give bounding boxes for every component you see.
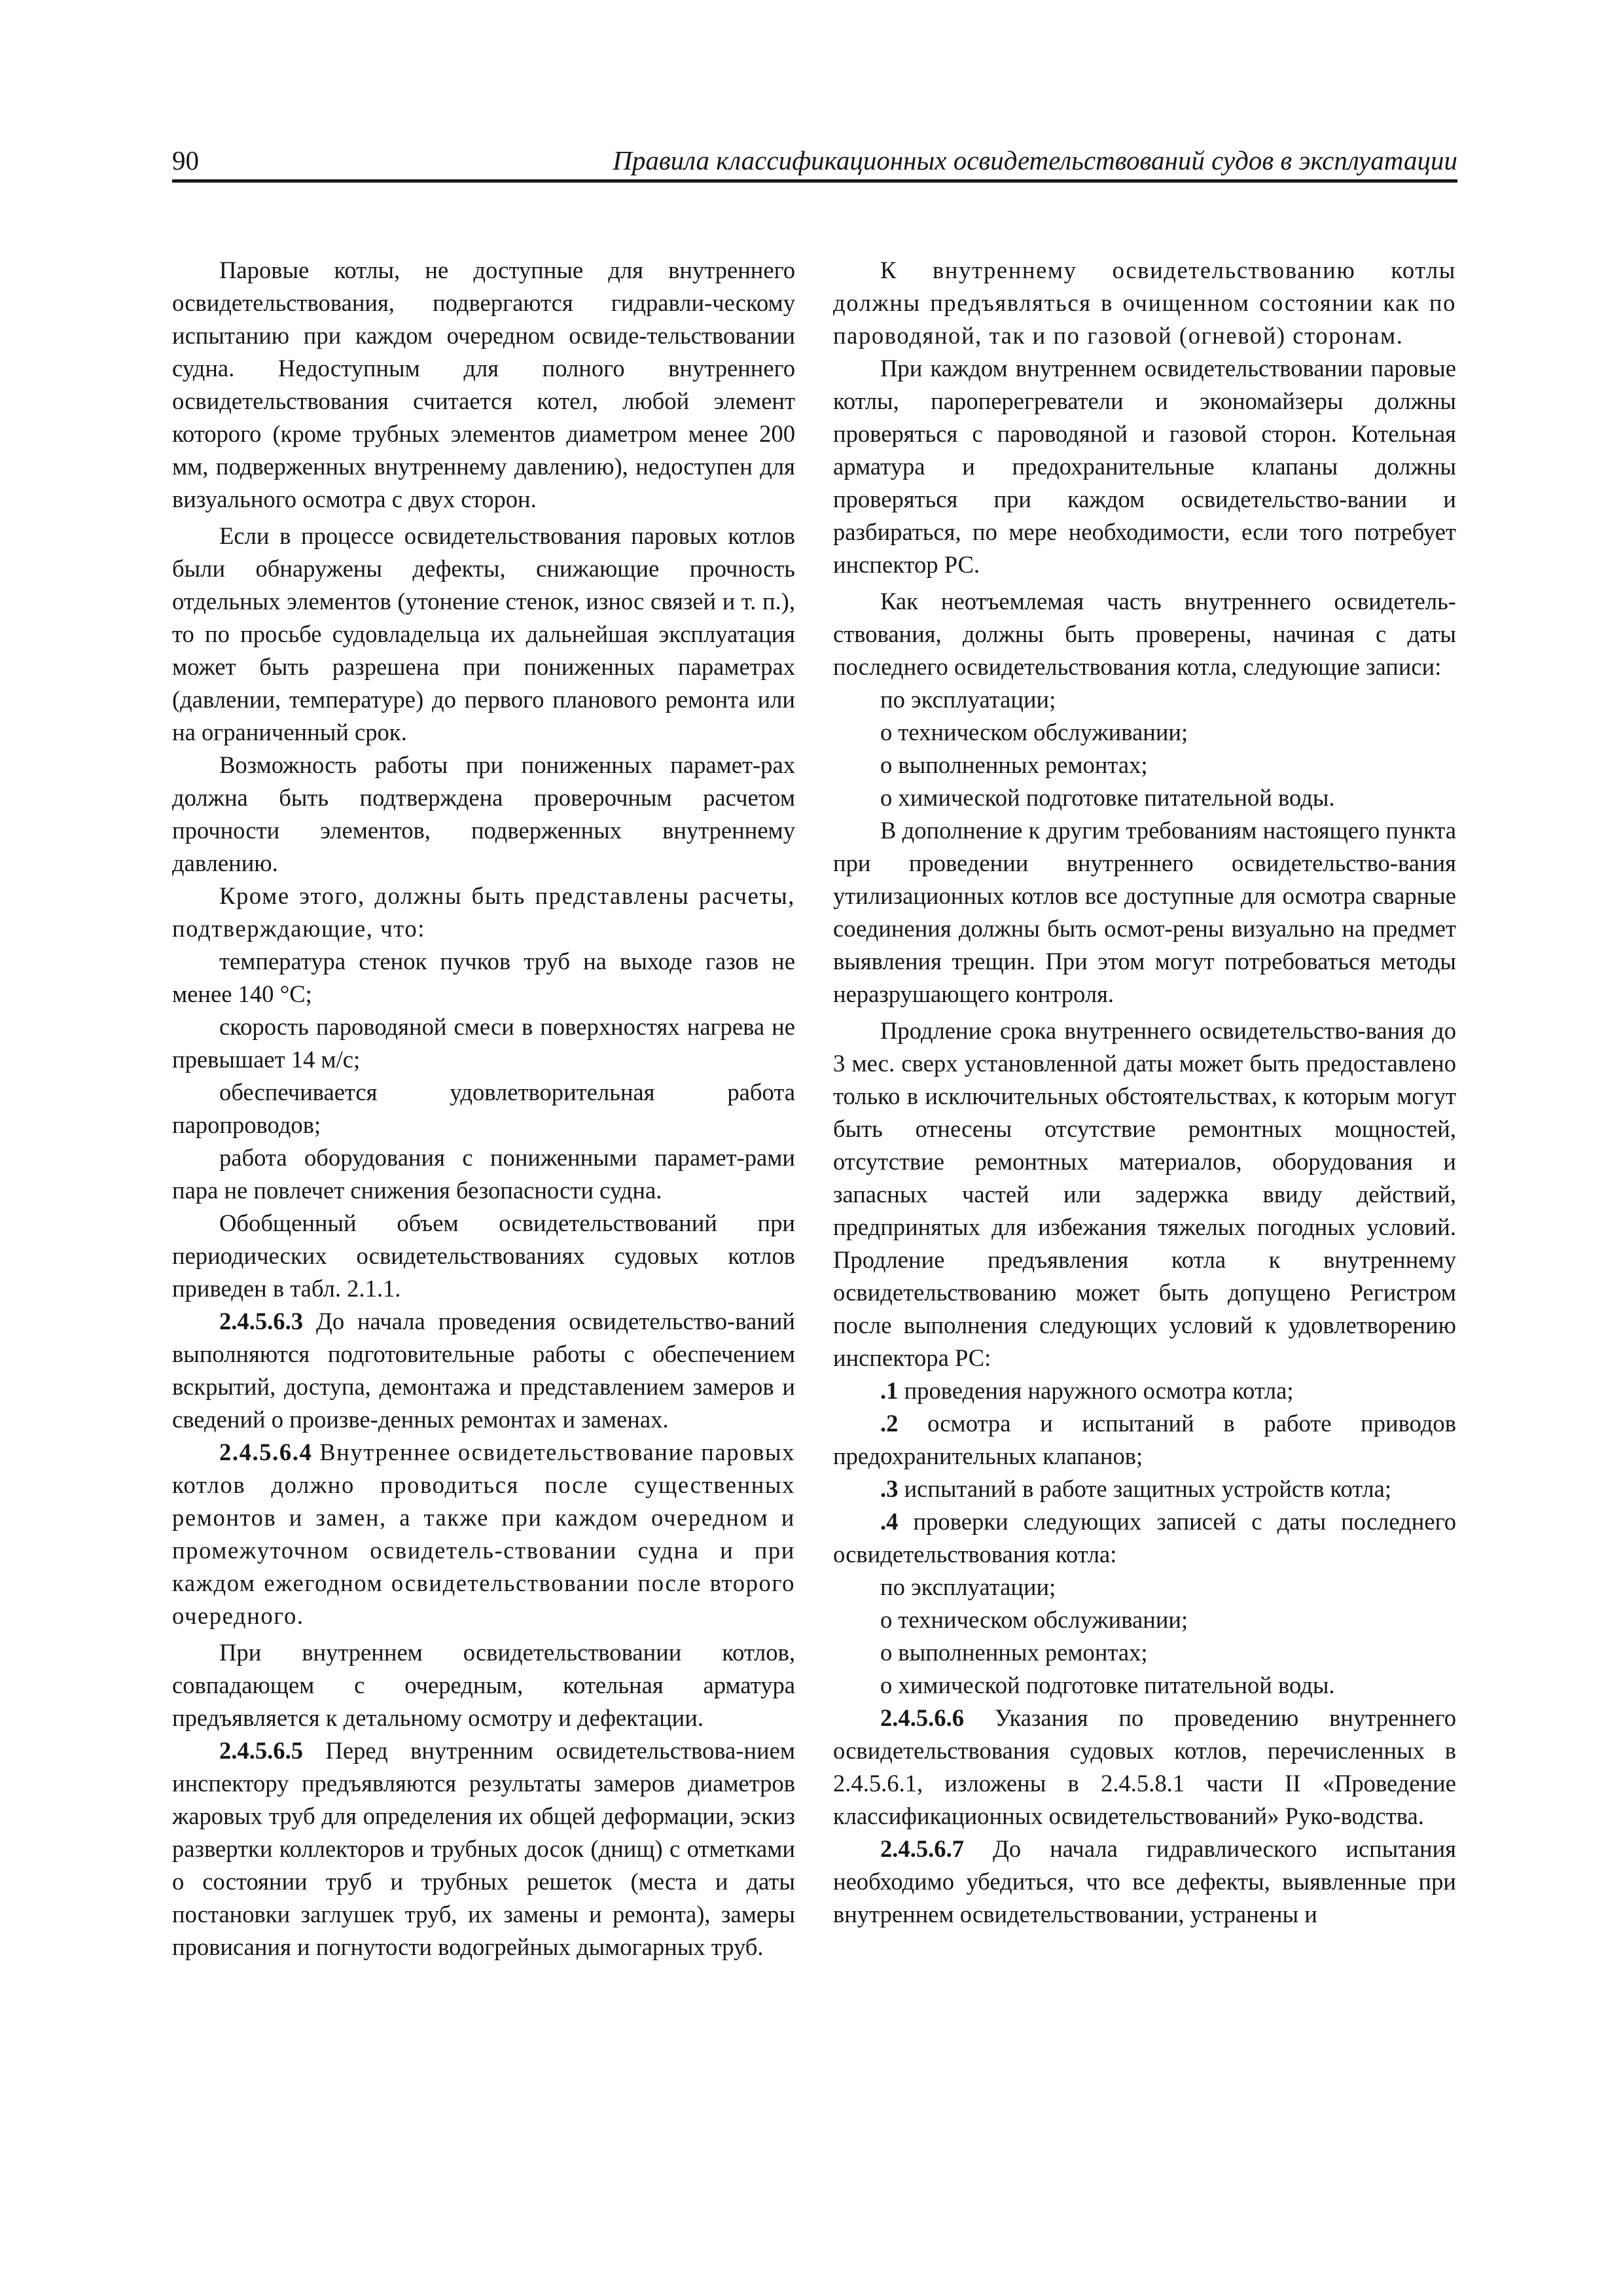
item-number: .3: [880, 1475, 899, 1502]
left-column: [172, 254, 795, 1964]
paragraph-2.4.5.6.5: 2.4.5.6.5 Перед внутренним освидетельствова-нием инспектору предъявляются результаты замеров диаметров жаровых труб для определения их общей деформации, эскиз развертки коллекторов и трубных досок (днищ) с отметками о состоянии труб и трубных решеток (места и даты постановки заглушек труб, их замены и ремонта), замеры провисания и погнутости водогрейных дымогарных труб.: [172, 1737, 795, 1960]
right-column: [833, 254, 1456, 1931]
paragraph-2.4.5.6.7: 2.4.5.6.7 До начала гидравлического испытания необходимо убедиться, что все дефекты, выявленные при внутреннем освидетельствовании, устранены и: [833, 1835, 1456, 1928]
item-number: .1: [880, 1377, 899, 1404]
list-item: работа оборудования с пониженными парамет-рами пара не повлечет снижения безопасности судна.: [172, 1144, 795, 1204]
list-item: .1 проведения наружного осмотра котла;: [880, 1377, 1294, 1404]
paragraph: Если в процессе освидетельствования паровых котлов были обнаружены дефекты, снижающие прочность отдельных элементов (утонение стенок, износ связей и т. п.), то по просьбе судовладельца их дальнейшая эксплуатация может быть разрешена при пониженных параметрах (давлении, температуре) до первого планового ремонта или на ограниченный срок.: [172, 522, 795, 745]
list-item: по эксплуатации;: [880, 686, 1056, 713]
list-item: .4 проверки следующих записей с даты последнего освидетельствования котла:: [833, 1508, 1456, 1568]
list-item: .2 осмотра и испытаний в работе приводов предохранительных клапанов;: [833, 1410, 1456, 1469]
list-item: температура стенок пучков труб на выходе газов не менее 140 °C;: [172, 948, 795, 1007]
page-header: [172, 137, 1457, 183]
paragraph: При внутреннем освидетельствовании котлов, совпадающем с очередным, котельная арматура предъявляется к детальному осмотру и дефектации.: [172, 1639, 795, 1731]
list-item: о химической подготовке питательной воды.: [880, 1672, 1335, 1698]
paragraph: Паровые котлы, не доступные для внутреннего освидетельствования, подвергаются гидравли-ческому испытанию при каждом очередном освиде-тельствовании судна. Недоступным для полного внутреннего освидетельствования считается котел, любой элемент которого (кроме трубных элементов диаметром менее 200 мм, подверженных внутреннему давлению), недоступен для визуального осмотра с двух сторон.: [172, 257, 795, 512]
page-number: 90: [172, 145, 199, 175]
list-item: о химической подготовке питательной воды.: [880, 784, 1335, 811]
list-item: по эксплуатации;: [880, 1573, 1056, 1600]
clause-number: 2.4.5.6.3: [219, 1308, 304, 1335]
paragraph: При каждом внутреннем освидетельствовании паровые котлы, пароперегреватели и экономайзеры должны проверяться с пароводяной и газовой сторон. Котельная арматура и предохранительные клапаны должны проверяться при каждом освидетельство-вании и разбираться, по мере необходимости, если того потребует инспектор РС.: [833, 355, 1456, 578]
paragraph-2.4.5.6.6: 2.4.5.6.6 Указания по проведению внутреннего освидетельствования судовых котлов, перечисленных в 2.4.5.6.1, изложены в 2.4.5.8.1 части II «Проведение классификационных освидетельствований» Руко-водства.: [833, 1704, 1456, 1829]
list-item: о техническом обслуживании;: [880, 719, 1188, 745]
list-item: о техническом обслуживании;: [880, 1606, 1188, 1633]
clause-number: 2.4.5.6.4: [219, 1439, 313, 1465]
list-item: обеспечивается удовлетворительная работа паропроводов;: [172, 1079, 795, 1138]
paragraph-2.4.5.6.3: 2.4.5.6.3 До начала проведения освидетельство-ваний выполняются подготовительные работы с обеспечением вскрытий, доступа, демонтажа и представлением замеров и сведений о произве-денных ремонтах и заменах.: [172, 1308, 795, 1433]
paragraph: Продление срока внутреннего освидетельство-вания до 3 мес. сверх установленной даты может быть предоставлено только в исключительных обстоятельствах, к которым могут быть отнесены отсутствие ремонтных мощностей, отсутствие ремонтных материалов, оборудования и запасных частей или задержка ввиду действий, предпринятых для избежания тяжелых погодных условий. Продление предъявления котла к внутреннему освидетельствованию может быть допущено Регистром после выполнения следующих условий к удовлетворению инспектора РС:: [833, 1017, 1456, 1371]
clause-number: 2.4.5.6.6: [880, 1704, 965, 1731]
list-item: о выполненных ремонтах;: [880, 751, 1148, 778]
paragraph: Обобщенный объем освидетельствований при периодических освидетельствованиях судовых котлов приведен в табл. 2.1.1.: [172, 1210, 795, 1302]
paragraph: Как неотъемлемая часть внутреннего освидетель-ствования, должны быть проверены, начиная с даты последнего освидетельствования котла, следующие записи:: [833, 588, 1456, 680]
running-title: Правила классификационных освидетельствований судов в эксплуатации: [613, 145, 1457, 175]
item-number: .2: [880, 1410, 899, 1437]
paragraph: Возможность работы при пониженных парамет-рах должна быть подтверждена проверочным расчетом прочности элементов, подверженных внутреннему давлению.: [172, 751, 795, 876]
list-item: о выполненных ремонтах;: [880, 1639, 1148, 1666]
paragraph-2.4.5.6.4: 2.4.5.6.4 Внутреннее освидетельствование паровых котлов должно проводиться после существенных ремонтов и замен, а также при каждом очередном и промежуточном освидетель-ствовании судна и при каждом ежегодном освидетельствовании после второго очередного.: [172, 1439, 795, 1629]
paragraph: Кроме этого, должны быть представлены расчеты, подтверждающие, что:: [172, 882, 795, 942]
item-number: .4: [880, 1508, 899, 1535]
paragraph: В дополнение к другим требованиям настоящего пункта при проведении внутреннего освидетельство-вания утилизационных котлов все доступные для осмотра сварные соединения должны быть осмот-рены визуально на предмет выявления трещин. При этом могут потребоваться методы неразрушающего контроля.: [833, 817, 1456, 1007]
list-item: .3 испытаний в работе защитных устройств котла;: [880, 1475, 1391, 1502]
clause-number: 2.4.5.6.5: [219, 1737, 304, 1764]
list-item: скорость пароводяной смеси в поверхностях нагрева не превышает 14 м/с;: [172, 1013, 795, 1073]
clause-number: 2.4.5.6.7: [880, 1835, 965, 1862]
paragraph: К внутреннему освидетельствованию котлы должны предъявляться в очищенном состоянии как по пароводяной, так и по газовой (огневой) сторонам.: [833, 257, 1456, 349]
